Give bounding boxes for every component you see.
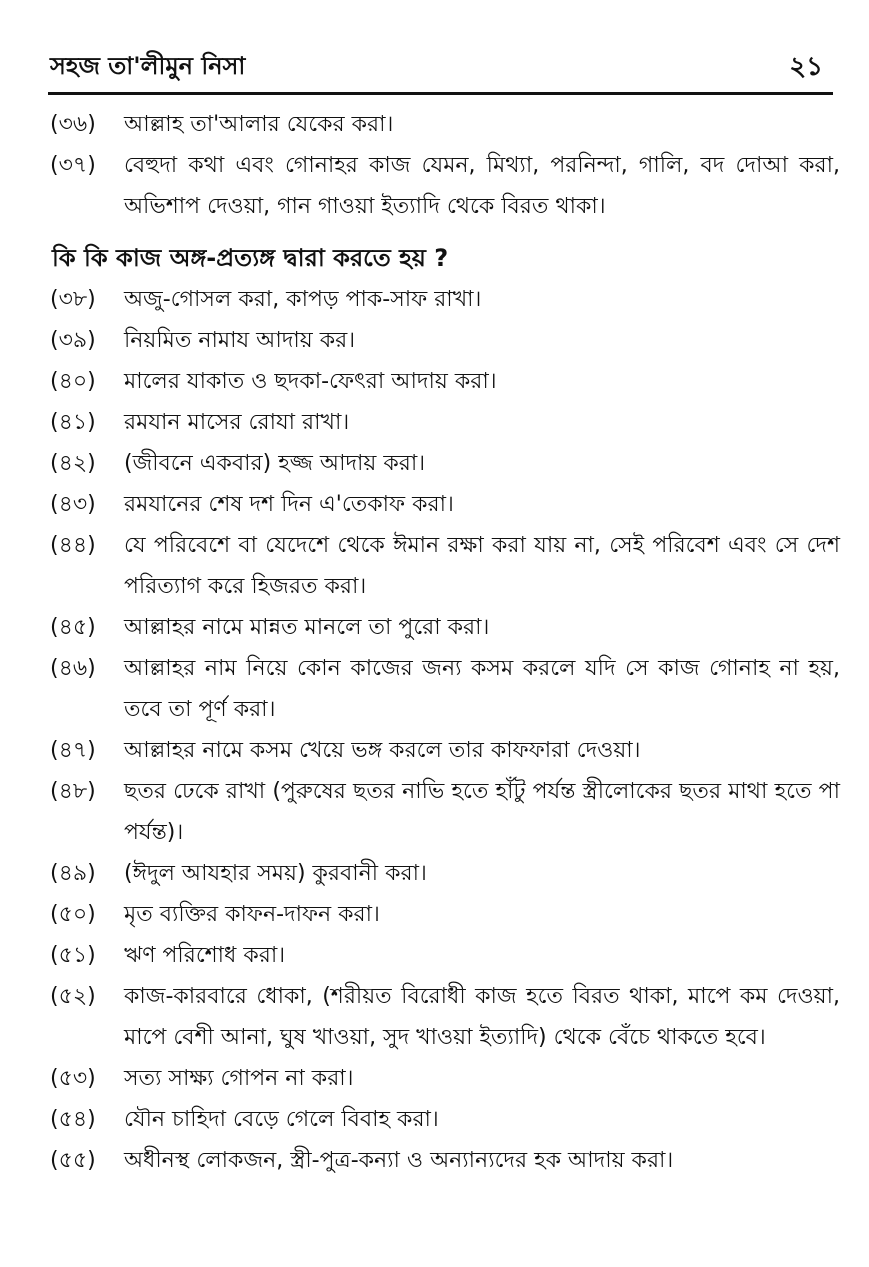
item-number: (৪৬) (50, 656, 96, 681)
item-number: (৪০) (50, 369, 96, 394)
item-text: ঋণ পরিশোধ করা। (124, 943, 286, 968)
list-item (50, 853, 840, 894)
item-text: কাজ-কারবারে ধোকা, (শরীয়ত বিরোধী কাজ হতে বিরত থাকা, মাপে কম দেওয়া, মাপে বেশী আনা, ঘুষ খাওয়া, সুদ খাওয়া ইত্যাদি) থেকে বেঁচে থাকতে হবে। (124, 984, 840, 1050)
list-item (50, 279, 840, 320)
book-title: সহজ তা'লীমুন নিসা (50, 52, 246, 80)
item-number: (৪৯) (50, 861, 96, 886)
list-item (50, 976, 840, 1058)
list-item (50, 402, 840, 443)
item-number: (৪২) (50, 451, 96, 476)
section-heading: কি কি কাজ অঙ্গ-প্রত্যঙ্গ দ্বারা করতে হয় ? (52, 244, 449, 272)
list-item (50, 648, 840, 730)
list-item (50, 894, 840, 935)
item-text: যে পরিবেশে বা যেদেশে থেকে ঈমান রক্ষা করা যায় না, সেই পরিবেশ এবং সে দেশ পরিত্যাগ করে হিজরত করা। (124, 533, 840, 599)
item-text: আল্লাহর নাম নিয়ে কোন কাজের জন্য কসম করলে যদি সে কাজ গোনাহ না হয়, তবে তা পূর্ণ করা। (124, 656, 840, 722)
item-number: (৩৯) (50, 328, 96, 353)
list-item (50, 1099, 840, 1140)
item-text: মালের যাকাত ও ছদকা-ফেৎরা আদায় করা। (124, 369, 497, 394)
list-item (50, 730, 840, 771)
item-text: আল্লাহর নামে কসম খেয়ে ভঙ্গ করলে তার কাফফারা দেওয়া। (124, 738, 641, 763)
item-number: (৪৩) (50, 492, 96, 517)
item-number: (৪৭) (50, 738, 96, 763)
item-text: আল্লাহ তা'আলার যেকের করা। (124, 112, 394, 137)
list-item (50, 771, 840, 853)
item-number: (৩৮) (50, 287, 96, 312)
list-item (50, 484, 840, 525)
list-item (50, 145, 840, 227)
item-number: (৫১) (50, 943, 96, 968)
page-number: ২১ (789, 52, 823, 82)
item-text: সত্য সাক্ষ্য গোপন না করা। (124, 1066, 354, 1091)
item-number: (৫০) (50, 902, 96, 927)
item-number: (৫৪) (50, 1107, 96, 1132)
item-number: (৫৫) (50, 1148, 96, 1173)
item-text: মৃত ব্যক্তির কাফন-দাফন করা। (124, 902, 380, 927)
item-text: যৌন চাহিদা বেড়ে গেলে বিবাহ করা। (124, 1107, 439, 1132)
list-item (50, 320, 840, 361)
item-text: ছতর ঢেকে রাখা (পুরুষের ছতর নাভি হতে হাঁটু পর্যন্ত স্ত্রীলোকের ছতর মাথা হতে পা পর্যন্ত)। (124, 779, 840, 845)
item-text: অধীনস্থ লোকজন, স্ত্রী-পুত্র-কন্যা ও অন্যান্যদের হক আদায় করা। (124, 1148, 674, 1173)
item-number: (৩৬) (50, 112, 96, 137)
item-number: (৪৪) (50, 533, 96, 558)
page-header (48, 40, 833, 95)
page-content (50, 104, 840, 1181)
list-after-heading (50, 279, 840, 1181)
item-number: (৪১) (50, 410, 96, 435)
item-text: আল্লাহর নামে মান্নত মানলে তা পুরো করা। (124, 615, 490, 640)
item-text: (ঈদুল আযহার সময়) কুরবানী করা। (124, 861, 427, 886)
list-item (50, 443, 840, 484)
item-text: রমযানের শেষ দশ দিন এ'তেকাফ করা। (124, 492, 454, 517)
item-number: (৫২) (50, 984, 96, 1009)
item-number: (৩৭) (50, 153, 96, 178)
list-item (50, 1058, 840, 1099)
list-item (50, 525, 840, 607)
list-item (50, 104, 840, 145)
list-before-heading (50, 104, 840, 227)
item-text: নিয়মিত নামায আদায় কর। (124, 328, 356, 353)
item-text: রমযান মাসের রোযা রাখা। (124, 410, 350, 435)
item-number: (৪৮) (50, 779, 96, 804)
item-number: (৫৩) (50, 1066, 96, 1091)
item-text: (জীবনে একবার) হজ্জ আদায় করা। (124, 451, 426, 476)
list-item (50, 935, 840, 976)
list-item (50, 361, 840, 402)
item-number: (৪৫) (50, 615, 96, 640)
list-item (50, 607, 840, 648)
item-text: অজু-গোসল করা, কাপড় পাক-সাফ রাখা। (124, 287, 482, 312)
list-item (50, 1140, 840, 1181)
item-text: বেহুদা কথা এবং গোনাহর কাজ যেমন, মিথ্যা, পরনিন্দা, গালি, বদ দোআ করা, অভিশাপ দেওয়া, গান গাওয়া ইত্যাদি থেকে বিরত থাকা। (124, 153, 840, 219)
